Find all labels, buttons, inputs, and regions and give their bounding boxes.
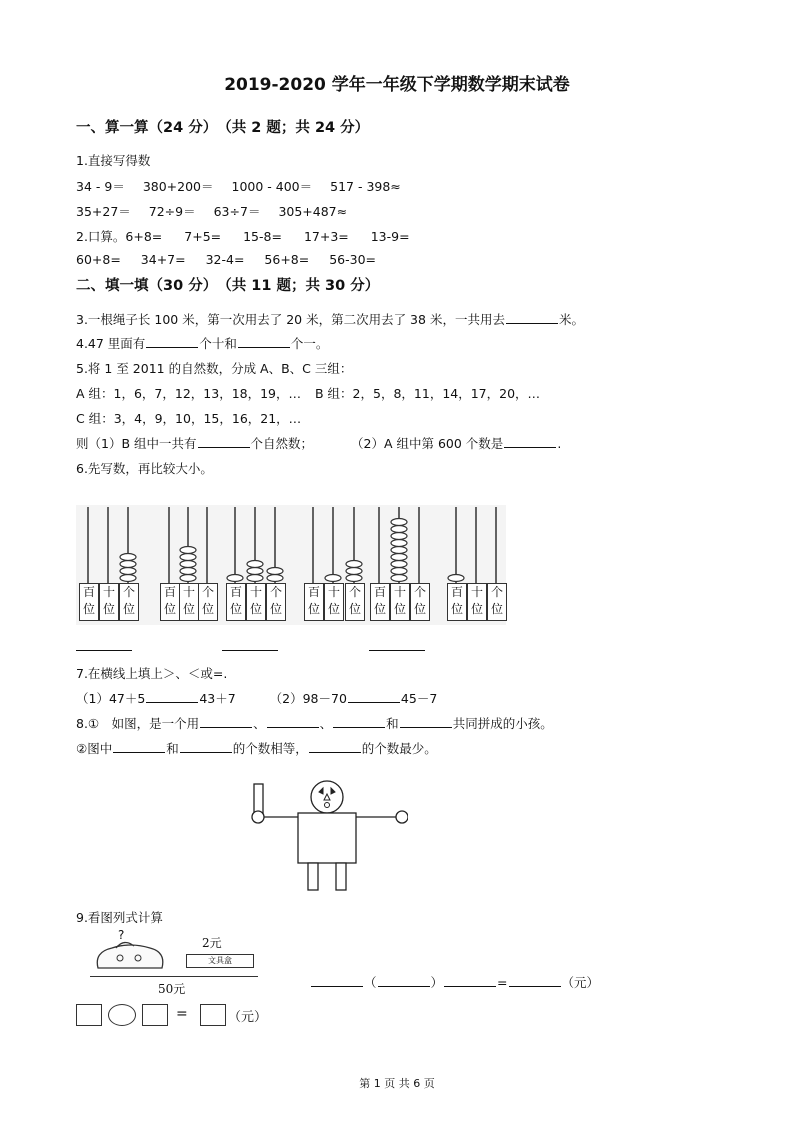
q4 bbox=[76, 334, 328, 352]
q1-item: 72÷9＝ bbox=[148, 204, 196, 219]
q1-item: 63÷7＝ bbox=[213, 204, 261, 219]
answer-blank[interactable] bbox=[180, 741, 232, 753]
place-value-label: 百位 bbox=[370, 583, 390, 621]
abacus-illustration bbox=[76, 505, 506, 625]
q1-item: 1000 - 400＝ bbox=[231, 179, 313, 194]
q8-text: 和 bbox=[166, 741, 179, 756]
answer-blank[interactable] bbox=[444, 975, 496, 987]
answer-blank[interactable] bbox=[311, 975, 363, 987]
answer-blank[interactable] bbox=[198, 436, 250, 448]
answer-blank[interactable] bbox=[348, 691, 400, 703]
place-value-label: 十位 bbox=[390, 583, 410, 621]
place-value-label: 百位 bbox=[447, 583, 467, 621]
q7-2-right: 45－7 bbox=[400, 691, 438, 706]
q2-row1 bbox=[76, 227, 410, 245]
answer-blank[interactable] bbox=[200, 716, 252, 728]
place-value-label: 个位 bbox=[410, 583, 430, 621]
q5-group-a: A 组：1，6，7，12，13，18，19，… bbox=[76, 386, 302, 401]
q5-group-b: B 组：2，5，8，11，14，17，20，… bbox=[315, 386, 541, 401]
page-title: 2019-2020 学年一年级下学期数学期末试卷 bbox=[224, 75, 570, 95]
body-square bbox=[298, 813, 356, 863]
q1-item: 380+200＝ bbox=[142, 179, 214, 194]
q1-item: 34 - 9＝ bbox=[76, 179, 125, 194]
q4-text-end: 个一。 bbox=[290, 336, 329, 351]
q8-text-end: 的个数最少。 bbox=[361, 741, 437, 756]
answer-blank[interactable] bbox=[146, 336, 198, 348]
answer-line[interactable] bbox=[369, 650, 425, 651]
place-value-label: 个位 bbox=[487, 583, 507, 621]
q5-q1-text: 则（1）B 组中一共有 bbox=[76, 436, 197, 451]
place-value-label: 十位 bbox=[467, 583, 487, 621]
q2-item: 32-4= bbox=[205, 252, 245, 267]
q5-group-c: C 组：3，4，9，10，15，16，21，… bbox=[76, 411, 302, 426]
place-value-label: 十位 bbox=[324, 583, 344, 621]
place-value-label: 十位 bbox=[246, 583, 266, 621]
total-label: 50元 bbox=[158, 982, 186, 996]
q8-text: ②图中 bbox=[76, 741, 113, 756]
section-1-heading: 一、算一算（24 分） （共 2 题；共 24 分） bbox=[76, 120, 370, 136]
q2-item: 15-8= bbox=[243, 229, 282, 244]
q2-item: 13-9= bbox=[370, 229, 410, 244]
q2-item: 56+8= bbox=[264, 252, 310, 267]
q8-text: 、 bbox=[253, 716, 266, 731]
answer-blank[interactable] bbox=[309, 741, 361, 753]
answer-blank[interactable] bbox=[267, 716, 319, 728]
place-value-label: 百位 bbox=[226, 583, 246, 621]
price-label: 2元 bbox=[202, 936, 222, 950]
q2-item: 2.口算。6+8= bbox=[76, 229, 163, 244]
q2-row2 bbox=[76, 252, 376, 267]
q1-row1 bbox=[76, 177, 401, 195]
answer-blank[interactable] bbox=[146, 691, 198, 703]
q3-text: 3.一根绳子长 100 米，第一次用去了 20 米，第二次用去了 38 米，一共用去 bbox=[76, 312, 505, 327]
q2-item: 17+3= bbox=[303, 229, 349, 244]
unit-label: （元） bbox=[561, 975, 600, 990]
abacus-figure bbox=[76, 505, 506, 625]
q8-text-end: 共同拼成的小孩。 bbox=[452, 716, 553, 731]
answer-blank[interactable] bbox=[113, 741, 165, 753]
operator-circle[interactable] bbox=[108, 1004, 136, 1026]
place-value-label: 个位 bbox=[266, 583, 286, 621]
answer-box[interactable] bbox=[200, 1004, 226, 1026]
q8-part2 bbox=[76, 739, 437, 757]
place-value-label: 十位 bbox=[179, 583, 199, 621]
box-unit-label: （元） bbox=[228, 1010, 268, 1025]
answer-blank[interactable] bbox=[509, 975, 561, 987]
answer-box[interactable] bbox=[76, 1004, 102, 1026]
shape-person-figure bbox=[248, 780, 408, 892]
box-equals-sign: = bbox=[176, 1006, 188, 1022]
q2-item: 60+8= bbox=[76, 252, 121, 267]
q3-text-end: 米。 bbox=[558, 312, 584, 327]
answer-blank[interactable] bbox=[400, 716, 452, 728]
place-value-label: 个位 bbox=[198, 583, 218, 621]
bag-icon bbox=[90, 938, 170, 974]
answer-line[interactable] bbox=[222, 650, 278, 651]
place-value-label: 百位 bbox=[79, 583, 99, 621]
answer-blank[interactable] bbox=[504, 436, 556, 448]
answer-box[interactable] bbox=[142, 1004, 168, 1026]
q8-text: 的个数相等， bbox=[232, 741, 308, 756]
answer-blank[interactable] bbox=[378, 975, 430, 987]
place-value-label: 百位 bbox=[304, 583, 324, 621]
q7-2-left: （2）98－70 bbox=[269, 691, 347, 706]
right-leg-rectangle bbox=[336, 863, 346, 890]
q8-text: 、 bbox=[319, 716, 333, 731]
left-leg-rectangle bbox=[308, 863, 318, 890]
q6-label: 6.先写数，再比较大小。 bbox=[76, 461, 213, 476]
place-value-label: 个位 bbox=[119, 583, 139, 621]
answer-blank[interactable] bbox=[506, 312, 558, 324]
place-value-label: 百位 bbox=[160, 583, 180, 621]
q7-items bbox=[76, 689, 437, 707]
q5-groups-ab bbox=[76, 384, 540, 402]
q4-text: 4.47 里面有 bbox=[76, 336, 146, 351]
question-mark: ? bbox=[118, 928, 125, 942]
q1-item: 517 - 398≈ bbox=[330, 179, 401, 194]
q9-illustration bbox=[90, 930, 268, 998]
answer-blank[interactable] bbox=[333, 716, 385, 728]
q1-item: 305+487≈ bbox=[278, 204, 348, 219]
q5-q1-end: 个自然数； bbox=[250, 436, 314, 451]
q8-text: 8.① 如图，是一个用 bbox=[76, 716, 200, 731]
place-value-label: 十位 bbox=[99, 583, 119, 621]
q1-label: 1.直接写得数 bbox=[76, 153, 151, 168]
total-bracket bbox=[90, 976, 258, 977]
q5-questions bbox=[76, 434, 561, 452]
right-hand-circle bbox=[396, 811, 408, 823]
q8-text: 和 bbox=[386, 716, 399, 731]
place-value-label: 个位 bbox=[345, 583, 365, 621]
q9-answer-row bbox=[310, 973, 599, 991]
q9-label: 9.看图列式计算 bbox=[76, 910, 163, 925]
q4-text: 个十和 bbox=[199, 336, 237, 351]
q1-row2 bbox=[76, 202, 347, 220]
paren-close: ） bbox=[430, 975, 444, 990]
q7-label: 7.在横线上填上＞、＜或=. bbox=[76, 666, 228, 681]
section-2-heading: 二、填一填（30 分） （共 11 题；共 30 分） bbox=[76, 278, 380, 294]
equals-sign: = bbox=[497, 975, 508, 990]
raised-arm-rectangle bbox=[254, 784, 263, 814]
q5-q2-end: . bbox=[557, 436, 562, 451]
q2-item: 34+7= bbox=[140, 252, 186, 267]
q2-item: 7+5= bbox=[184, 229, 222, 244]
q1-item: 35+27＝ bbox=[76, 204, 131, 219]
q7-1-right: 43＋7 bbox=[199, 691, 236, 706]
mouth-circle bbox=[325, 803, 330, 808]
q3 bbox=[76, 310, 584, 328]
page-footer: 第 1 页 共 6 页 bbox=[359, 1077, 435, 1090]
q2-item: 56-30= bbox=[329, 252, 377, 267]
q8-part1 bbox=[76, 714, 553, 732]
q7-1-left: （1）47＋5 bbox=[76, 691, 146, 706]
q5-q2-text: （2）A 组中第 600 个数是 bbox=[351, 436, 504, 451]
pencil-case-box: 文具盒 bbox=[186, 954, 254, 968]
left-hand-circle bbox=[252, 811, 264, 823]
paren-open: （ bbox=[364, 975, 377, 990]
answer-blank[interactable] bbox=[238, 336, 290, 348]
answer-line[interactable] bbox=[76, 650, 132, 651]
q5-intro: 5.将 1 至 2011 的自然数，分成 A、B、C 三组： bbox=[76, 361, 353, 376]
